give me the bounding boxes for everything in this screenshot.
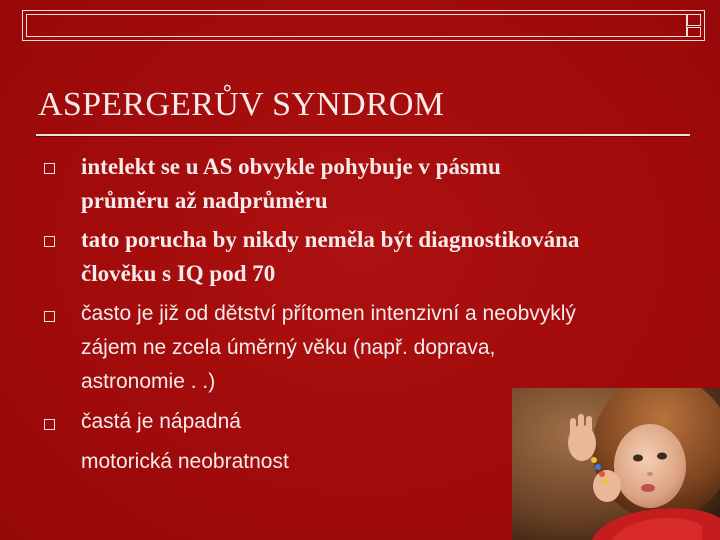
bullet-4-line-1: častá je nápadná: [81, 410, 241, 433]
child-photo: [512, 388, 720, 540]
bullet-3-line-3: astronomie . .): [81, 370, 216, 393]
bullet-3-line-2: zájem ne zcela úměrný věku (např. doprava,: [81, 336, 496, 359]
bullet-3-line-1: často je již od dětství přítomen intenzivní a neobvyklý: [81, 302, 576, 325]
decorative-frame-inner: [26, 14, 687, 37]
bullet-2-line-2: člověku s IQ pod 70: [81, 261, 276, 286]
title-divider: [36, 134, 690, 136]
bullet-4-line-2: motorická neobratnost: [81, 450, 289, 473]
child-photo-illustration: [512, 388, 720, 540]
bullet-square-icon: [44, 236, 55, 247]
decorative-frame-box-bottom: [687, 27, 701, 37]
decorative-frame-box-top: [687, 14, 701, 26]
bullet-1-line-1: intelekt se u AS obvykle pohybuje v pásmu: [81, 154, 501, 179]
bullet-square-icon: [44, 419, 55, 430]
bullet-2-line-1: tato porucha by nikdy neměla být diagnostikována: [81, 227, 580, 252]
bullet-square-icon: [44, 163, 55, 174]
slide-title: ASPERGERŮV SYNDROM: [38, 86, 445, 123]
bullet-1-line-2: průměru až nadprůměru: [81, 188, 328, 213]
bullet-square-icon: [44, 311, 55, 322]
